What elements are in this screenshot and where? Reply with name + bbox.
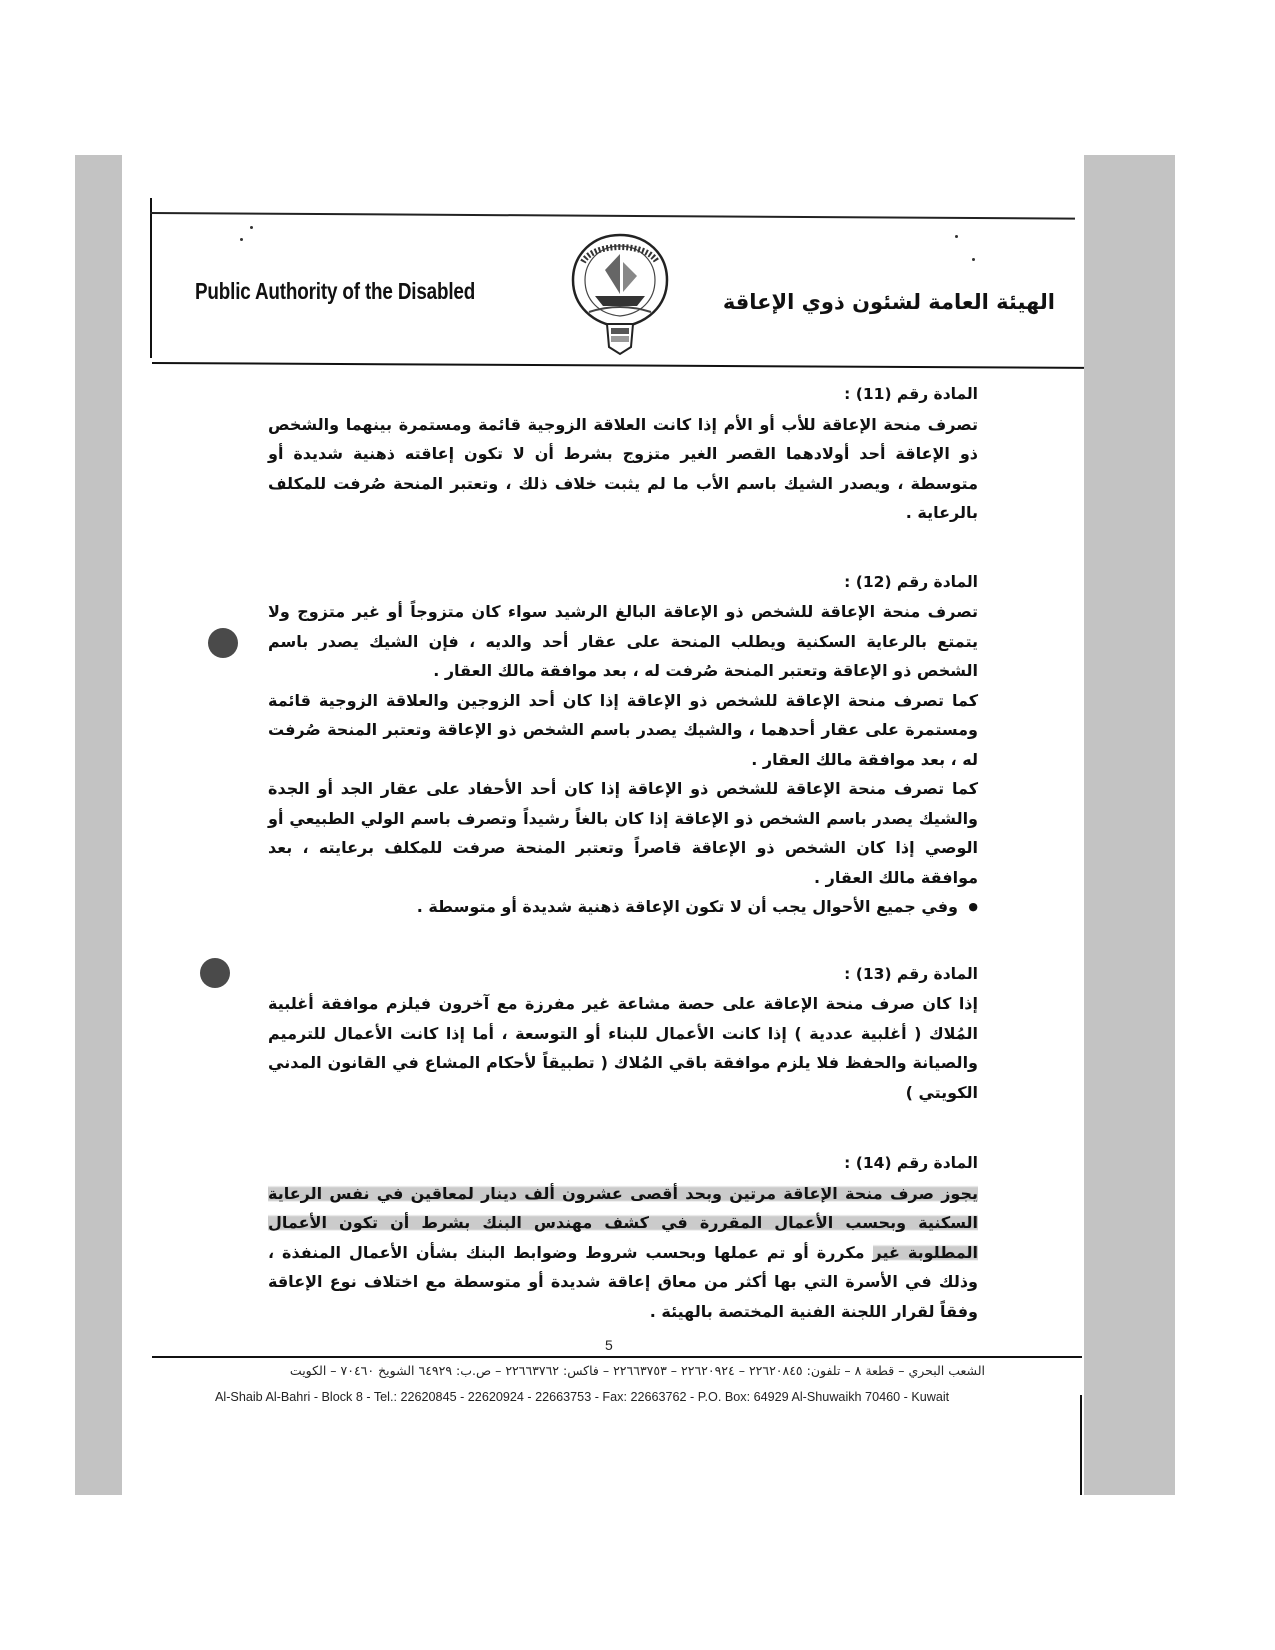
article-heading: المادة رقم (12) :: [844, 572, 978, 591]
document-body: [268, 380, 978, 1326]
article-11: [268, 380, 978, 528]
article-paragraph: تصرف منحة الإعاقة للأب أو الأم إذا كانت العلاقة الزوجية قائمة ومستمرة بينهما والشخص ذو الإعاقة أحد أولادهما القصر الغير متزوج بشرط أن لا تكون إعاقته ذهنية شديدة أو متوسطة ، ويصدر الشيك باسم الأب ما لم يثبت خلاف ذلك ، وتعتبر المنحة صُرفت للمكلف بالرعاية .: [268, 414, 978, 522]
footer-divider: [152, 1356, 1082, 1358]
article-paragraph: كما تصرف منحة الإعاقة للشخص ذو الإعاقة إذا كان أحد الزوجين والعلاقة الزوجية قائمة ومستمرة على عقار أحدهما ، والشيك يصدر باسم الشخص ذو الإعاقة وتعتبر المنحة صُرفت له ، بعد موافقة مالك العقار .: [268, 690, 978, 769]
page-number: 5: [605, 1337, 613, 1353]
scan-speck: [955, 235, 958, 238]
org-name-english: Public Authority of the Disabled: [195, 278, 476, 304]
article-paragraph: تصرف منحة الإعاقة للشخص ذو الإعاقة البالغ الرشيد سواء كان متزوجاً أو غير متزوج ولا يتمتع بالرعاية السكنية ويطلب المنحة على عقار أحد والديه ، فإن الشيك يصدر باسم الشخص ذو الإعاقة وتعتبر المنحة صُرفت له ، بعد موافقة مالك العقار .: [268, 602, 978, 680]
punch-hole: [200, 958, 230, 988]
paragraph-text: مكررة أو تم عملها وبحسب شروط وضوابط البنك بشأن الأعمال المنفذة ، وذلك في الأسرة التي بها أكثر من معاق إعاقة شديدة أو متوسطة مع اختلاف نوع الإعاقة وفقاً لقرار اللجنة الفنية المختصة بالهيئة .: [268, 1242, 978, 1321]
article-13: [268, 960, 978, 1108]
footer-address-arabic: الشعب البحري – قطعة ٨ – تلفون: ٢٢٦٢٠٨٤٥ – ٢٢٦٢٠٩٢٤ – ٢٢٦٦٣٧٥٣ – فاكس: ٢٢٦٦٣٧٦٢ – ص.ب: ٦٤٩٢٩ الشويخ ٧٠٤٦٠ – الكويت: [289, 1363, 985, 1378]
article-heading: المادة رقم (13) :: [844, 964, 978, 983]
article-heading: المادة رقم (14) :: [844, 1154, 978, 1172]
kuwait-emblem-icon: [565, 232, 675, 357]
article-paragraph: [268, 1179, 978, 1327]
org-name-arabic: الهيئة العامة لشئون ذوي الإعاقة: [722, 290, 1055, 314]
punch-hole: [208, 628, 238, 658]
highlighted-text: يجوز صرف منحة الإعاقة مرتين وبحد أقصى عشرون ألف دينار لمعاقين في نفس الرعاية السكنية وبحسب الأعمال المقررة في كشف مهندس البنك بشرط أن تكون الأعمال المطلوبة غير: [268, 1183, 979, 1262]
footer-address-english: Al-Shaib Al-Bahri - Block 8 - Tel.: 22620845 - 22620924 - 22663753 - Fax: 22663762 - P.O. Box: 64929 Al-Shuwaikh 70460 - Kuwait: [215, 1389, 950, 1404]
article-12: [268, 568, 978, 922]
frame-border-right: [1080, 1395, 1082, 1495]
scan-speck: [240, 238, 243, 241]
article-14: [268, 1149, 978, 1326]
scan-speck: [972, 258, 975, 261]
article-paragraph: إذا كان صرف منحة الإعاقة على حصة مشاعة غير مفرزة مع آخرون فيلزم موافقة أغلبية المُلاك ( أغلبية عددية ) إذا كانت الأعمال للبناء أو التوسعة ، أما إذا كانت الأعمال للترميم والصيانة والحفظ فلا يلزم موافقة باقي المُلاك ( تطبيقاً لأحكام المشاع في القانون المدني الكويتي ): [268, 994, 978, 1102]
frame-border-left: [150, 198, 152, 358]
article-paragraph: كما تصرف منحة الإعاقة للشخص ذو الإعاقة إذا كان أحد الأحفاد على عقار الجد أو الجدة والشيك يصدر باسم الشخص ذو الإعاقة إذا كان بالغاً رشيداً وتصرف باسم الولي الطبيعي أو الوصي إذا كان الشخص ذو الإعاقة قاصراً وتعتبر المنحة صرفت للمكلف برعايته ، بعد موافقة مالك العقار .: [268, 779, 978, 887]
article-heading: المادة رقم (11) :: [844, 385, 978, 403]
scan-speck: [250, 226, 253, 229]
bullet-item: ● وفي جميع الأحوال يجب أن لا تكون الإعاقة ذهنية شديدة أو متوسطة .: [268, 892, 978, 922]
